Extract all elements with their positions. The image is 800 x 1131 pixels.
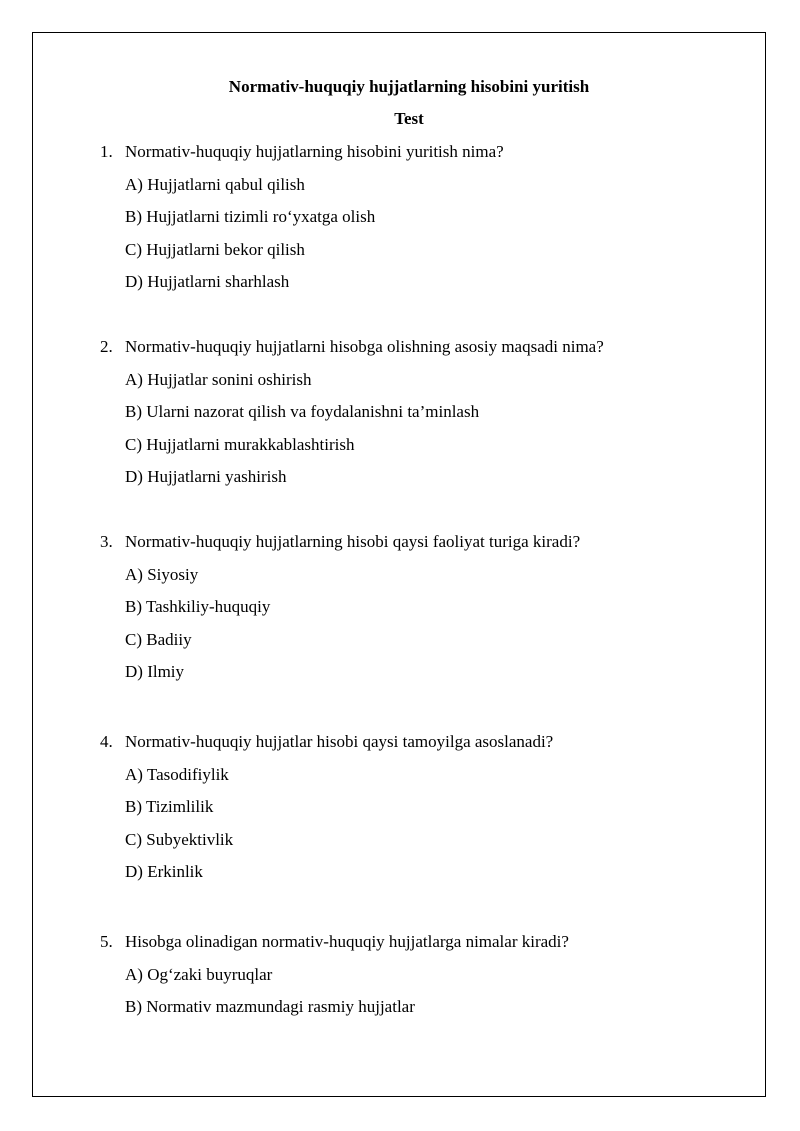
question-text: Normativ-huquqiy hujjatlarning hisobini yuritish nima? xyxy=(125,142,504,161)
question-number: 1. xyxy=(100,142,113,161)
option-c: C) Subyektivlik xyxy=(125,829,234,849)
question-4-row xyxy=(100,731,553,764)
question-4 xyxy=(100,731,553,894)
question-text: Normativ-huquqiy hujjatlarni hisobga olishning asosiy maqsadi nima? xyxy=(125,337,604,356)
option-a: A) Siyosiy xyxy=(125,564,199,584)
option-c: C) Hujjatlarni murakkablashtirish xyxy=(125,434,355,454)
question-number: 3. xyxy=(100,532,113,551)
option-c: C) Hujjatlarni bekor qilish xyxy=(125,239,305,259)
question-2-row xyxy=(100,336,604,369)
option-d: D) Hujjatlarni sharhlash xyxy=(125,272,290,291)
document-subtitle: Test xyxy=(394,109,424,128)
question-5-row xyxy=(100,931,569,964)
document-title: Normativ-huquqiy hujjatlarning hisobini yuritish xyxy=(228,77,590,96)
question-text: Normativ-huquqiy hujjatlarning hisobi qaysi faoliyat turiga kiradi? xyxy=(125,532,581,551)
question-3-row xyxy=(100,531,580,564)
option-b: B) Tizimlilik xyxy=(125,797,214,816)
question-text: Normativ-huquqiy hujjatlar hisobi qaysi tamoyilga asoslanadi? xyxy=(125,732,554,751)
question-text: Hisobga olinadigan normativ-huquqiy hujjatlarga nimalar kiradi? xyxy=(125,932,569,951)
option-a: A) Hujjatlar sonini oshirish xyxy=(125,369,312,389)
question-1 xyxy=(100,141,504,304)
option-b: B) Normativ mazmundagi rasmiy hujjatlar xyxy=(125,997,415,1016)
option-a: A) Tasodifiylik xyxy=(125,764,229,784)
option-d: D) Erkinlik xyxy=(125,862,203,881)
question-5 xyxy=(100,931,569,1029)
option-d: D) Ilmiy xyxy=(125,662,185,681)
option-a: A) Og‘zaki buyruqlar xyxy=(125,964,273,984)
question-1-row xyxy=(100,141,504,174)
question-3 xyxy=(100,531,580,694)
option-b: B) Tashkiliy-huquqiy xyxy=(125,597,271,616)
question-number: 2. xyxy=(100,337,113,356)
question-2 xyxy=(100,336,604,499)
option-c: C) Badiiy xyxy=(125,629,192,649)
option-b: B) Ularni nazorat qilish va foydalanishni ta’minlash xyxy=(125,402,480,421)
question-number: 4. xyxy=(100,732,113,751)
option-b: B) Hujjatlarni tizimli ro‘yxatga olish xyxy=(125,207,376,226)
question-number: 5. xyxy=(100,932,113,951)
option-a: A) Hujjatlarni qabul qilish xyxy=(125,174,305,194)
option-d: D) Hujjatlarni yashirish xyxy=(125,467,287,486)
